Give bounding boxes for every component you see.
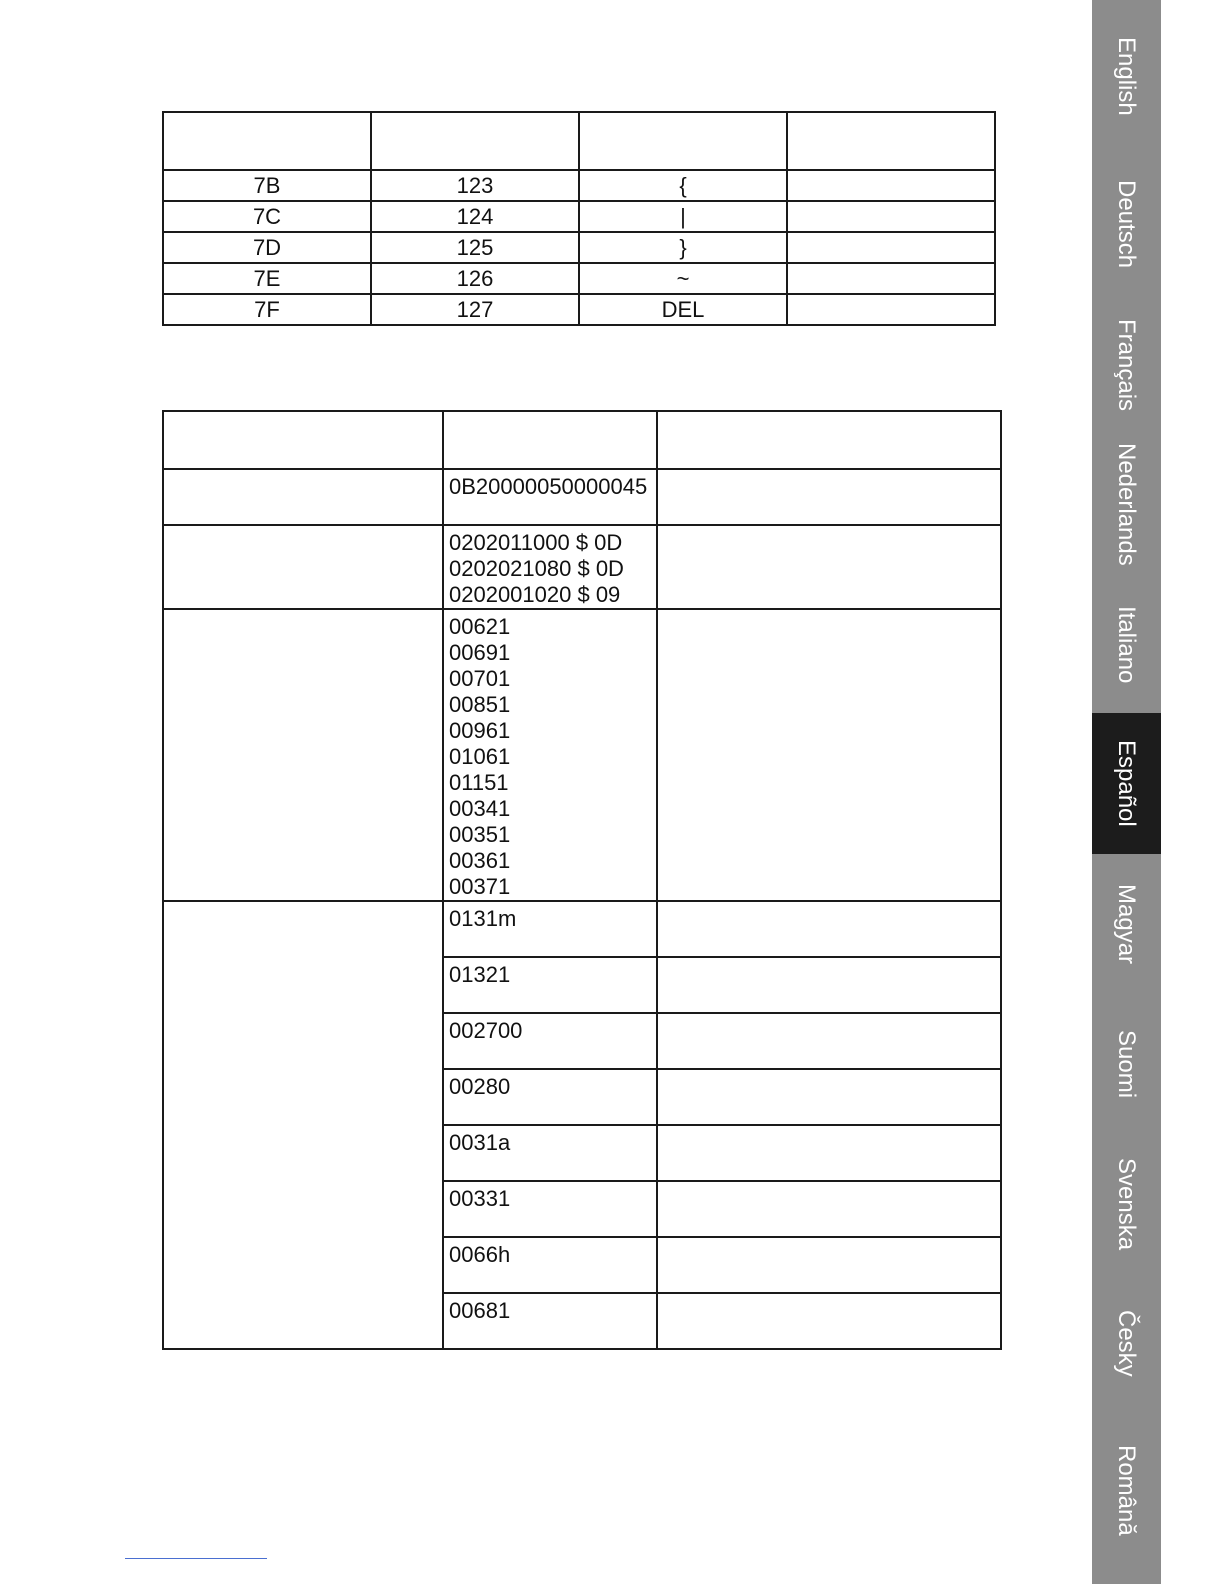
tab-romana[interactable]	[1092, 1418, 1161, 1559]
tab-svenska[interactable]	[1092, 1136, 1161, 1277]
label-cell	[163, 469, 443, 525]
label-cell	[163, 609, 443, 901]
code-text: 00331	[449, 1186, 511, 1211]
code-text: 0B20000050000045	[449, 474, 648, 499]
description-cell	[657, 1237, 1001, 1293]
tab-suomi[interactable]	[1092, 995, 1161, 1136]
hex-cell: 7D	[163, 232, 371, 263]
code-line: 00341	[449, 796, 511, 821]
table-row	[163, 232, 995, 263]
description-cell	[657, 901, 1001, 957]
code-line: 00371	[449, 874, 511, 899]
table-row	[163, 201, 995, 232]
header-cell	[443, 411, 657, 469]
description-cell	[657, 1069, 1001, 1125]
tab-magyar[interactable]	[1092, 854, 1161, 995]
hex-cell: 7B	[163, 170, 371, 201]
empty-cell	[787, 294, 995, 325]
code-line: 0202021080 $ 0D	[449, 556, 624, 581]
code-cell	[443, 1125, 657, 1181]
header-cell	[163, 411, 443, 469]
tab-cesky[interactable]	[1092, 1277, 1161, 1418]
tab-label: English	[1113, 37, 1140, 116]
tab-label: Svenska	[1113, 1158, 1140, 1251]
code-cell	[443, 1237, 657, 1293]
header-cell	[657, 411, 1001, 469]
code-text: 00280	[449, 1074, 511, 1099]
tab-label: Deutsch	[1113, 180, 1140, 269]
decimal-cell: 123	[371, 170, 579, 201]
empty-cell	[787, 170, 995, 201]
char-cell: {	[579, 170, 787, 201]
table-row	[163, 901, 1001, 957]
code-line: 00961	[449, 718, 511, 743]
code-text: 01321	[449, 962, 511, 987]
description-cell	[657, 525, 1001, 609]
code-line: 0202001020 $ 09	[449, 582, 621, 607]
empty-cell	[787, 263, 995, 294]
code-text: 0031a	[449, 1130, 511, 1155]
label-cell	[163, 901, 443, 1349]
code-text: 00681	[449, 1298, 511, 1323]
table-row	[163, 609, 1001, 901]
code-cell	[443, 1181, 657, 1237]
code-cell	[443, 901, 657, 957]
description-cell	[657, 1181, 1001, 1237]
tab-label: Français	[1113, 319, 1140, 412]
table-row	[163, 263, 995, 294]
header-cell	[787, 112, 995, 170]
code-cell	[443, 1293, 657, 1349]
tab-label: Italiano	[1113, 606, 1140, 684]
code-lines	[444, 610, 656, 900]
header-cell	[579, 112, 787, 170]
code-line: 01151	[449, 770, 509, 795]
table-row	[163, 469, 1001, 525]
description-cell	[657, 1013, 1001, 1069]
code-line: 00851	[449, 692, 511, 717]
tab-italiano[interactable]	[1092, 564, 1161, 705]
command-code-table	[162, 410, 1002, 1350]
description-cell	[657, 957, 1001, 1013]
decimal-cell: 127	[371, 294, 579, 325]
description-cell	[657, 1125, 1001, 1181]
char-cell: |	[579, 201, 787, 232]
hex-cell: 7E	[163, 263, 371, 294]
tab-label: Español	[1113, 740, 1140, 827]
tab-label: Suomi	[1113, 1030, 1140, 1099]
footer-rule	[125, 1558, 267, 1559]
code-line: 00351	[449, 822, 511, 847]
tab-label: Română	[1113, 1445, 1140, 1536]
description-cell	[657, 609, 1001, 901]
header-cell	[163, 112, 371, 170]
code-text: 0066h	[449, 1242, 511, 1267]
tab-deutsch[interactable]	[1092, 141, 1161, 282]
language-sidebar	[1092, 0, 1161, 1584]
ascii-table	[162, 111, 996, 326]
description-cell	[657, 1293, 1001, 1349]
tab-francais[interactable]	[1092, 282, 1161, 423]
table-header-row	[163, 112, 995, 170]
code-line: 00701	[449, 666, 511, 691]
char-cell: ~	[579, 263, 787, 294]
code-line: 00691	[449, 640, 511, 665]
description-cell	[657, 469, 1001, 525]
table-header-row	[163, 411, 1001, 469]
code-cell	[443, 957, 657, 1013]
tab-english[interactable]	[1092, 0, 1161, 141]
code-text: 002700	[449, 1018, 523, 1043]
code-line: 00361	[449, 848, 511, 873]
tab-label: Česky	[1113, 1310, 1140, 1377]
code-line: 00621	[449, 614, 511, 639]
empty-cell	[787, 201, 995, 232]
code-cell	[443, 609, 657, 901]
tab-label: Magyar	[1113, 884, 1140, 965]
code-cell	[443, 1013, 657, 1069]
code-lines	[444, 526, 656, 608]
tab-nederlands[interactable]	[1092, 423, 1161, 564]
code-cell	[443, 525, 657, 609]
code-line: 01061	[449, 744, 511, 769]
table-row	[163, 525, 1001, 609]
hex-cell: 7C	[163, 201, 371, 232]
char-cell: }	[579, 232, 787, 263]
decimal-cell: 125	[371, 232, 579, 263]
code-cell	[443, 1069, 657, 1125]
decimal-cell: 124	[371, 201, 579, 232]
char-cell: DEL	[579, 294, 787, 325]
tab-label: Nederlands	[1113, 443, 1140, 566]
label-cell	[163, 525, 443, 609]
code-cell	[443, 469, 657, 525]
code-line: 0202011000 $ 0D	[449, 530, 623, 555]
header-cell	[371, 112, 579, 170]
empty-cell	[787, 232, 995, 263]
code-text: 0131m	[449, 906, 517, 931]
tab-espanol[interactable]	[1092, 713, 1161, 854]
table-row	[163, 170, 995, 201]
hex-cell: 7F	[163, 294, 371, 325]
table-row	[163, 294, 995, 325]
decimal-cell: 126	[371, 263, 579, 294]
